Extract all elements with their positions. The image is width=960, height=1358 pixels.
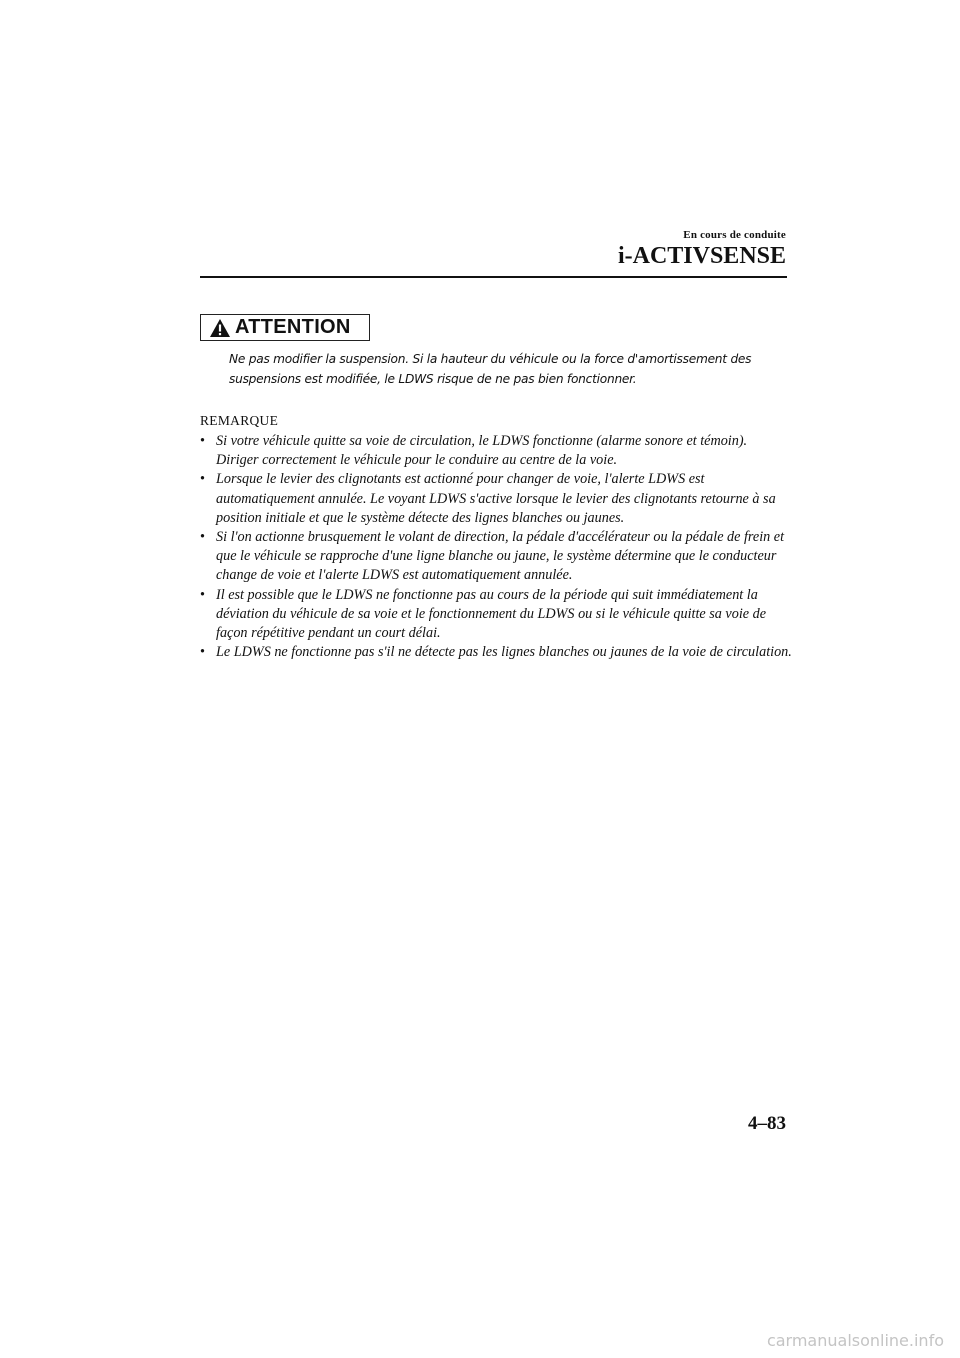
header-divider xyxy=(200,276,787,278)
list-item xyxy=(200,432,792,470)
list-item-text: Si l'on actionne brusquement le volant de direction, la pédale d'accélérateur ou la pédale de frein et que le véhicule se rapproche d'une ligne blanche ou jaune, le système détermine que le conducteur change de voie et l'alerte LDWS est automatiquement annulée. xyxy=(216,529,785,584)
bullet-icon: • xyxy=(200,529,205,546)
list-item-text: Le LDWS ne fonctionne pas s'il ne détecte pas les lignes blanches ou jaunes de la voie de circulation. xyxy=(216,644,792,661)
section-title: i-ACTIVSENSE xyxy=(617,243,786,269)
list-item xyxy=(200,470,792,528)
remark-title: REMARQUE xyxy=(200,413,279,428)
list-item-text: Lorsque le levier des clignotants est actionné pour changer de voie, l'alerte LDWS est automatiquement annulée. Le voyant LDWS s'active lorsque le levier des clignotants retourne à sa position initiale et que le système détecte des lignes blanches ou jaunes. xyxy=(216,471,776,526)
bullet-icon: • xyxy=(200,433,205,449)
attention-text: Ne pas modifier la suspension. Si la hauteur du véhicule ou la force d'amortissement des suspensions est modifiée, le LDWS risque de ne pas bien fonctionner. xyxy=(229,352,752,386)
chapter-title: En cours de conduite xyxy=(683,229,786,241)
list-item-text: Il est possible que le LDWS ne fonctionne pas au cours de la période qui suit immédiatement la déviation du véhicule de sa voie et le fonctionnement du LDWS ou si le véhicule quitte sa voie de façon répétitive pendant un court délai. xyxy=(216,586,766,642)
remark-list xyxy=(200,432,792,662)
list-item xyxy=(200,528,792,586)
bullet-icon: • xyxy=(200,471,205,488)
bullet-icon: • xyxy=(200,586,205,603)
list-item-text: Si votre véhicule quitte sa voie de circulation, le LDWS fonctionne (alarme sonore et témoin). Diriger correctement le véhicule pour le conduire au centre de la voie. xyxy=(216,433,748,469)
list-item xyxy=(200,643,792,662)
attention-banner xyxy=(200,314,370,341)
bullet-icon: • xyxy=(200,644,205,661)
watermark: carmanualsonline.info xyxy=(766,1331,944,1350)
list-item xyxy=(200,586,792,644)
attention-label: ATTENTION xyxy=(235,316,351,338)
page-number: 4–83 xyxy=(748,1113,786,1134)
warning-triangle-icon xyxy=(209,318,231,338)
